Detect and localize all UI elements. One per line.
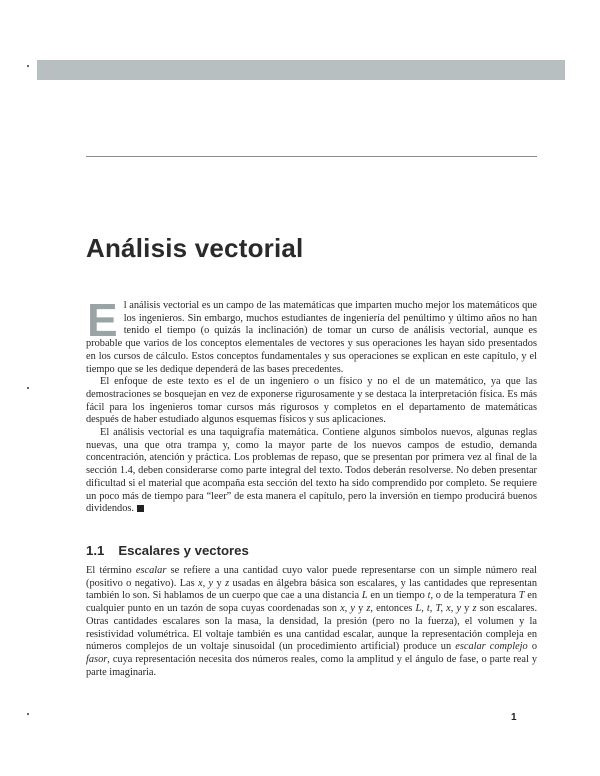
section-number: 1.1: [86, 543, 105, 558]
header-band: [37, 60, 565, 80]
intro-paragraph: [86, 427, 537, 516]
intro-text: [86, 294, 537, 516]
drop-cap: E: [87, 294, 118, 346]
intro-paragraph: [86, 294, 537, 376]
margin-mark: [27, 713, 29, 715]
paragraph-text: l análisis vectorial es un campo de las matemáticas que imparten mucho mejor los matemáticos que los ingenieros. Sin embargo, muchos estudiantes de ingeniería del penúltimo y último años no han tenido el tiempo (o quizás la inclinación) de tomar un curso de análisis vectorial, aunque es probable que varios de los conceptos elementales de vectores y sus operaciones les hayan sido presentados en los cursos de cálculo. Estos conceptos fundamentales y sus operaciones se explican en este capítulo, y el tiempo que se les dedique dependerá de las bases precedentes.: [86, 300, 537, 375]
intro-paragraph: El enfoque de este texto es el de un ingeniero o un físico y no el de un matemático, ya que las demostraciones se bosquejan en vez de exponerse rigurosamente y se destaca la interpretación física. Es más fácil para los ingenieros tomar cursos más rigurosos y completos en el departamento de matemáticas después de haber estudiado algunos esquemas físicos y sus aplicaciones.: [86, 376, 537, 426]
section-title: Escalares y vectores: [118, 543, 249, 558]
header-rule: [86, 156, 537, 157]
end-of-proof-icon: [137, 505, 144, 512]
section-paragraph: El término escalar se refiere a una cantidad cuyo valor puede representarse con un simple número real (positivo o negativo). Las x, y y z usadas en álgebra básica son escalares, y las cantidades que representan también lo son. Si hablamos de un cuerpo que cae a una distancia L en un tiempo t, o de la temperatura T en cualquier punto en un tazón de sopa cuyas coordenadas son x, y y z, entonces L, t, T, x, y y z son escalares. Otras cantidades escalares son la masa, la densidad, la presión (pero no la fuerza), el volumen y la resistividad volumétrica. El voltaje también es una cantidad escalar, aunque la representación compleja en números complejos de un voltaje sinusoidal (un procedimiento artificial) produce un escalar complejo o fasor, cuya representación necesita dos números reales, como la amplitud y el ángulo de fase, o parte real y parte imaginaria.: [86, 565, 538, 678]
section-heading: [86, 543, 249, 558]
section-text: [86, 565, 537, 679]
paragraph-text: El análisis vectorial es una taquigrafía matemática. Contiene algunos símbolos nuevos, algunas reglas nuevas, una que otra trampa y, como la mayor parte de los nuevos campos de estudio, demanda concentración, atención y práctica. Los problemas de repaso, que se presentan por primera vez al final de la sección 1.4, deben considerarse como parte integral del texto. Todos deberán resolverse. No deben presentar dificultad si el material que acompaña esta sección del texto ha sido comprendido por completo. Se requiere un poco más de tiempo para “leer” de esta manera el capítulo, pero la inversión en tiempo producirá buenos dividendos.: [86, 427, 537, 515]
margin-mark: [27, 387, 29, 389]
margin-mark: [27, 65, 29, 67]
chapter-title: Análisis vectorial: [86, 233, 304, 263]
page-number: 1: [511, 712, 517, 723]
